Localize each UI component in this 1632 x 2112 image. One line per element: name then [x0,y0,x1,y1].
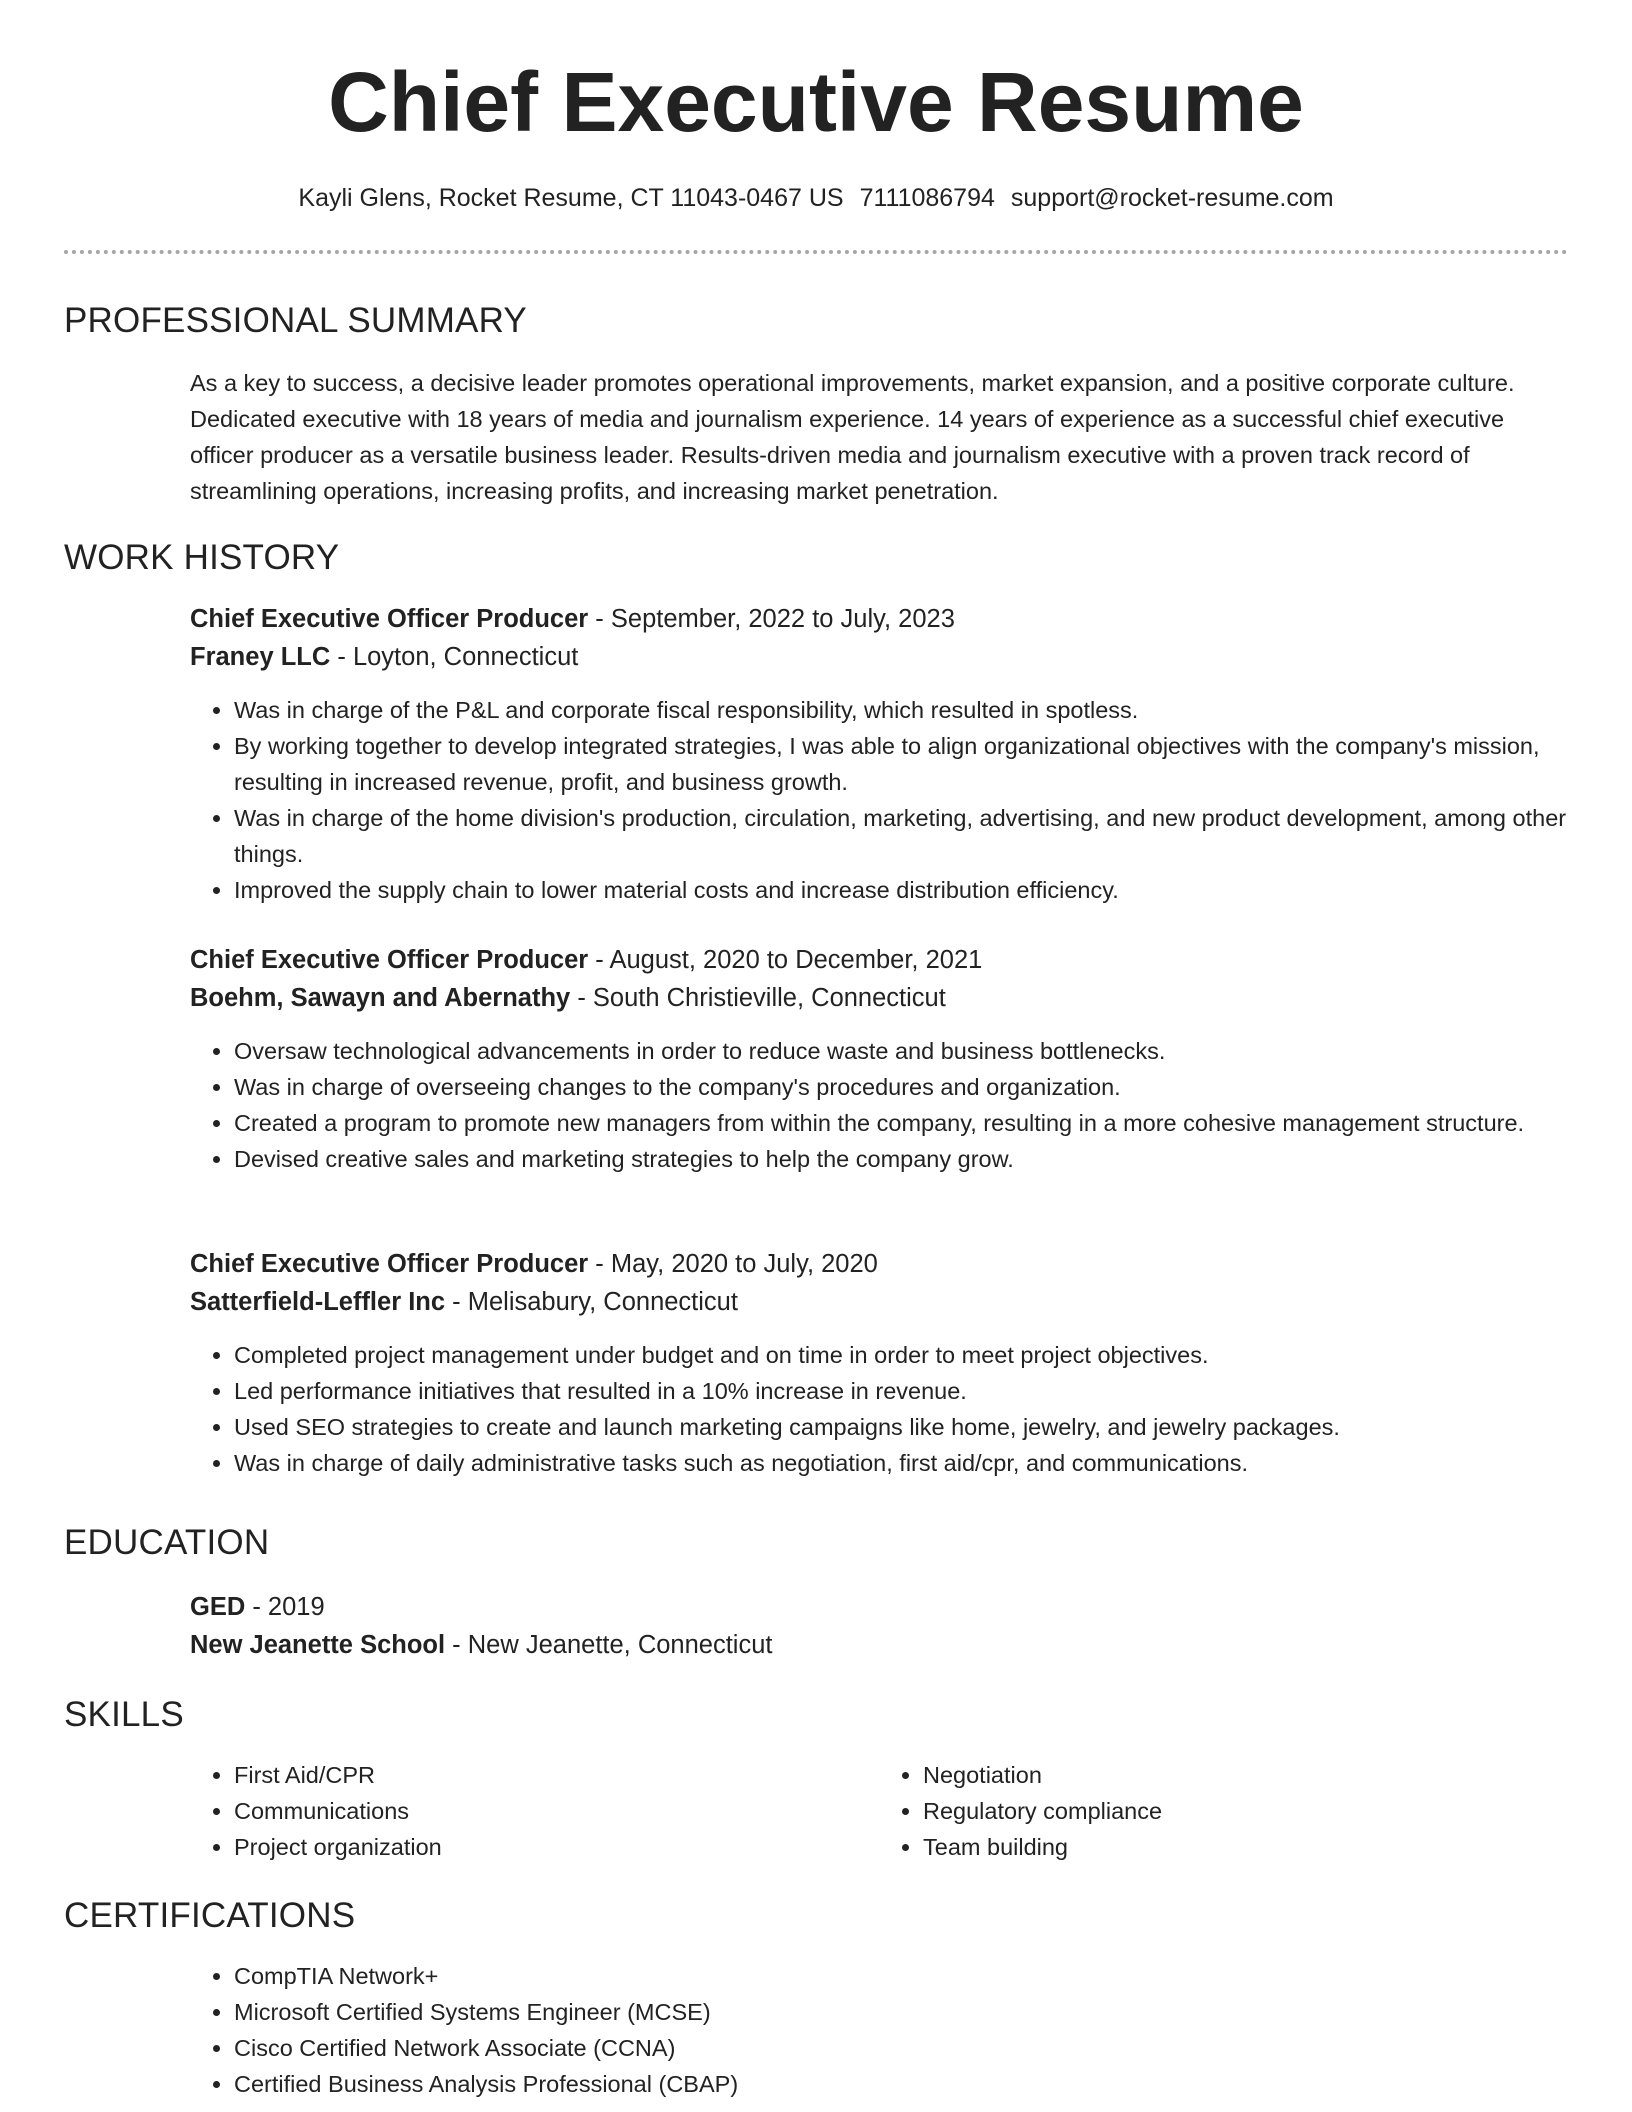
skills-column-right [879,1757,1568,1865]
summary-text: As a key to success, a decisive leader promotes operational improvements, market expansion, and a positive corporate culture. Dedicated executive with 18 years of media and journalism experience. 14 years of experience as a successful chief executive officer producer as a versatile business leader. Results-driven media and journalism executive with a proven track record of streamlining operations, increasing profits, and increasing market penetration. [190,370,1515,504]
list-item: • By working together to develop integrated strategies, I was able to align organizational objectives with the company's mission, resulting in increased revenue, profit, and business growth. [234,728,1568,800]
list-item: • Was in charge of overseeing changes to the company's procedures and organization. [234,1069,1568,1105]
job-entry [190,1245,1568,1481]
contact-phone: 7111086794 [859,184,995,212]
skills-block [190,1757,1568,1865]
education-year: - 2019 [245,1593,325,1621]
education-degree: GED [190,1593,246,1621]
resume-title: Chief Executive Resume [328,55,1304,149]
list-item: • Was in charge of the P&L and corporate fiscal responsibility, which resulted in spotless. [234,692,1568,728]
list-item: • Cisco Certified Network Associate (CCNA) [234,2030,1568,2066]
job-dates: - September, 2022 to July, 2023 [588,605,955,633]
list-item: • Devised creative sales and marketing strategies to help the company grow. [234,1141,1568,1177]
list-item: • Regulatory compliance [923,1793,1568,1829]
job-location: - Melisabury, Connecticut [445,1288,738,1316]
list-item: • Microsoft Certified Systems Engineer (MCSE) [234,1994,1568,2030]
education-entry [190,1588,1568,1664]
section-title-certifications: CERTIFICATIONS [64,1896,356,1935]
list-item: • Used SEO strategies to create and launch marketing campaigns like home, jewelry, and jewelry packages. [234,1409,1568,1445]
list-item: • First Aid/CPR [234,1757,879,1793]
certifications-block [190,1958,1568,2102]
job-bullets [190,1337,1568,1481]
job-entry [190,941,1568,1177]
education-location: - New Jeanette, Connecticut [445,1631,773,1659]
list-item: • Certified Business Analysis Professional (CBAP) [234,2066,1568,2102]
list-item: • Improved the supply chain to lower material costs and increase distribution efficiency. [234,872,1568,908]
section-title-skills: SKILLS [64,1695,184,1734]
job-title: Chief Executive Officer Producer [190,605,589,633]
list-item: • Project organization [234,1829,879,1865]
job-location: - South Christieville, Connecticut [570,984,946,1012]
job-company-line [190,1283,1568,1321]
job-company-line [190,638,1568,676]
list-item: • CompTIA Network+ [234,1958,1568,1994]
certifications-list [190,1958,1568,2102]
job-company: Satterfield-Leffler Inc [190,1288,446,1316]
list-item: • Completed project management under budget and on time in order to meet project objectives. [234,1337,1568,1373]
education-degree-line [190,1588,1568,1626]
job-company: Franey LLC [190,643,331,671]
skills-grid [190,1757,1568,1865]
job-dates: - August, 2020 to December, 2021 [588,946,983,974]
list-item: • Negotiation [923,1757,1568,1793]
job-entry [190,600,1568,908]
job-bullets [190,692,1568,908]
header-divider [64,250,1568,254]
job-title: Chief Executive Officer Producer [190,1250,589,1278]
list-item: • Created a program to promote new managers from within the company, resulting in a more cohesive management structure. [234,1105,1568,1141]
summary-block [190,365,1568,509]
list-item: • Communications [234,1793,879,1829]
job-bullets [190,1033,1568,1177]
contact-email: support@rocket-resume.com [1010,184,1334,212]
job-company: Boehm, Sawayn and Abernathy [190,984,571,1012]
section-title-summary: PROFESSIONAL SUMMARY [64,301,527,340]
list-item: • Team building [923,1829,1568,1865]
job-title: Chief Executive Officer Producer [190,946,589,974]
contact-line [64,180,1568,216]
job-title-line [190,1245,1568,1283]
section-title-education: EDUCATION [64,1523,270,1562]
job-title-line [190,600,1568,638]
job-company-line [190,979,1568,1017]
list-item: • Was in charge of daily administrative tasks such as negotiation, first aid/cpr, and communications. [234,1445,1568,1481]
list-item: • Led performance initiatives that resulted in a 10% increase in revenue. [234,1373,1568,1409]
job-title-line [190,941,1568,979]
education-school-line [190,1626,1568,1664]
education-school: New Jeanette School [190,1631,446,1659]
section-title-work-history: WORK HISTORY [64,538,340,577]
list-item: • Oversaw technological advancements in order to reduce waste and business bottlenecks. [234,1033,1568,1069]
job-dates: - May, 2020 to July, 2020 [588,1250,878,1278]
job-location: - Loyton, Connecticut [330,643,579,671]
contact-address: Kayli Glens, Rocket Resume, CT 11043-0467 US [298,184,844,212]
skills-column-left [190,1757,879,1865]
list-item: • Was in charge of the home division's production, circulation, marketing, advertising, and new product development, among other things. [234,800,1568,872]
